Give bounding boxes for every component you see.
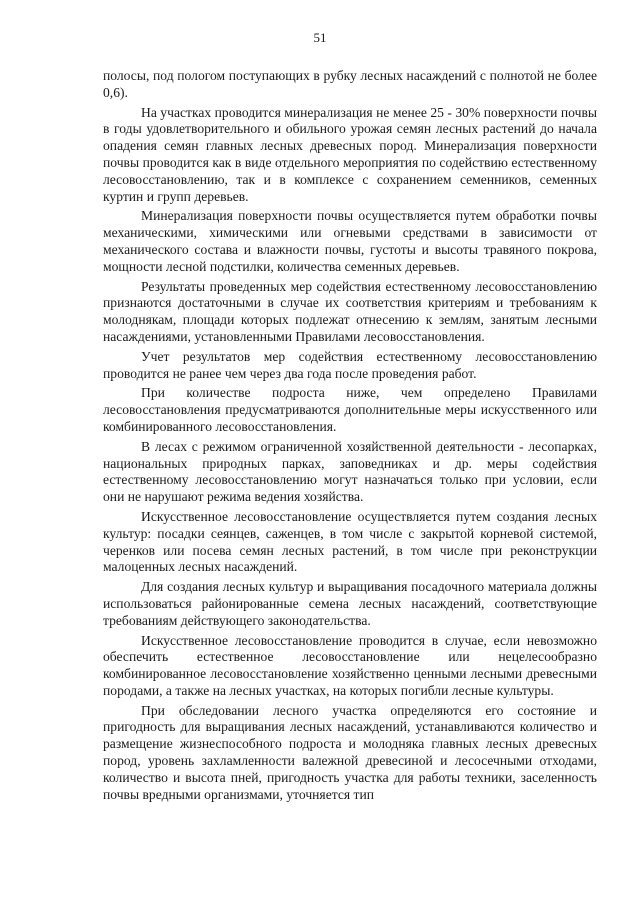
- paragraph-10: Искусственное лесовосстановление проводится в случае, если невозможно обеспечить естественное лесовосстановление или нецелесообразно комбинированное лесовосстановление хозяйственно ценными лесными древесными породами, а также на лесных участках, на которых погибли лесные культуры.: [103, 632, 597, 698]
- page-number: 51: [313, 30, 327, 45]
- paragraph-4: Результаты проведенных мер содействия естественному лесовосстановлению признаются достаточными в случае их соответствия критериям и требованиям к молоднякам, площади которых подлежат отнесению к землям, занятым лесными насаждениями, установленными Правилами лесовосстановления.: [103, 278, 597, 344]
- paragraph-8: Искусственное лесовосстановление осуществляется путем создания лесных культур: посадки сеянцев, саженцев, в том числе с закрытой корневой системой, черенков или посева семян лесных растений, в том числе при реконструкции малоценных лесных насаждений.: [103, 508, 597, 575]
- paragraph-9: Для создания лесных культур и выращивания посадочного материала должны использоваться районированные семена лесных насаждений, соответствующие требованиям действующего законодательства.: [103, 579, 597, 628]
- paragraph-11: При обследовании лесного участка определяются его состояние и пригодность для выращивания лесных насаждений, устанавливаются количество и размещение жизнеспособного подроста и молодняка главных лесных древесных пород, уровень захламленности валежной древесиной и лесосечными отходами, количество и высота пней, пригодность участка для работы техники, заселенность почвы вредными организмами, уточняется тип: [103, 702, 597, 802]
- paragraph-6: При количестве подроста ниже, чем определено Правилами лесовосстановления предусматриваются дополнительные меры искусственного или комбинированного лесовосстановления.: [103, 385, 597, 434]
- document-body: [103, 68, 597, 806]
- paragraph-1: полосы, под пологом поступающих в рубку лесных насаждений с полнотой не более 0,6).: [103, 68, 597, 100]
- paragraph-2: На участках проводится минерализация не менее 25 - 30% поверхности почвы в годы удовлетворительного и обильного урожая семян лесных растений до начала опадения семян главных лесных древесных пород. Минерализация поверхности почвы проводится как в виде отдельного мероприятия по содействию естественному лесовосстановлению, так и в комплексе с сохранением семенников, семенных куртин и групп деревьев.: [103, 104, 597, 204]
- paragraph-5: Учет результатов мер содействия естественному лесовосстановлению проводится не ранее чем через два года после проведения работ.: [103, 348, 597, 381]
- paragraph-3: Минерализация поверхности почвы осуществляется путем обработки почвы механическими, химическими или огневыми средствами в зависимости от механического состава и влажности почвы, густоты и высоты травяного покрова, мощности лесной подстилки, количества семенных деревьев.: [103, 208, 597, 274]
- paragraph-7: В лесах с режимом ограниченной хозяйственной деятельности - лесопарках, национальных природных парках, заповедниках и др. меры содействия естественному лесовосстановлению могут назначаться только при условии, если они не нарушают режима ведения хозяйства.: [103, 438, 597, 505]
